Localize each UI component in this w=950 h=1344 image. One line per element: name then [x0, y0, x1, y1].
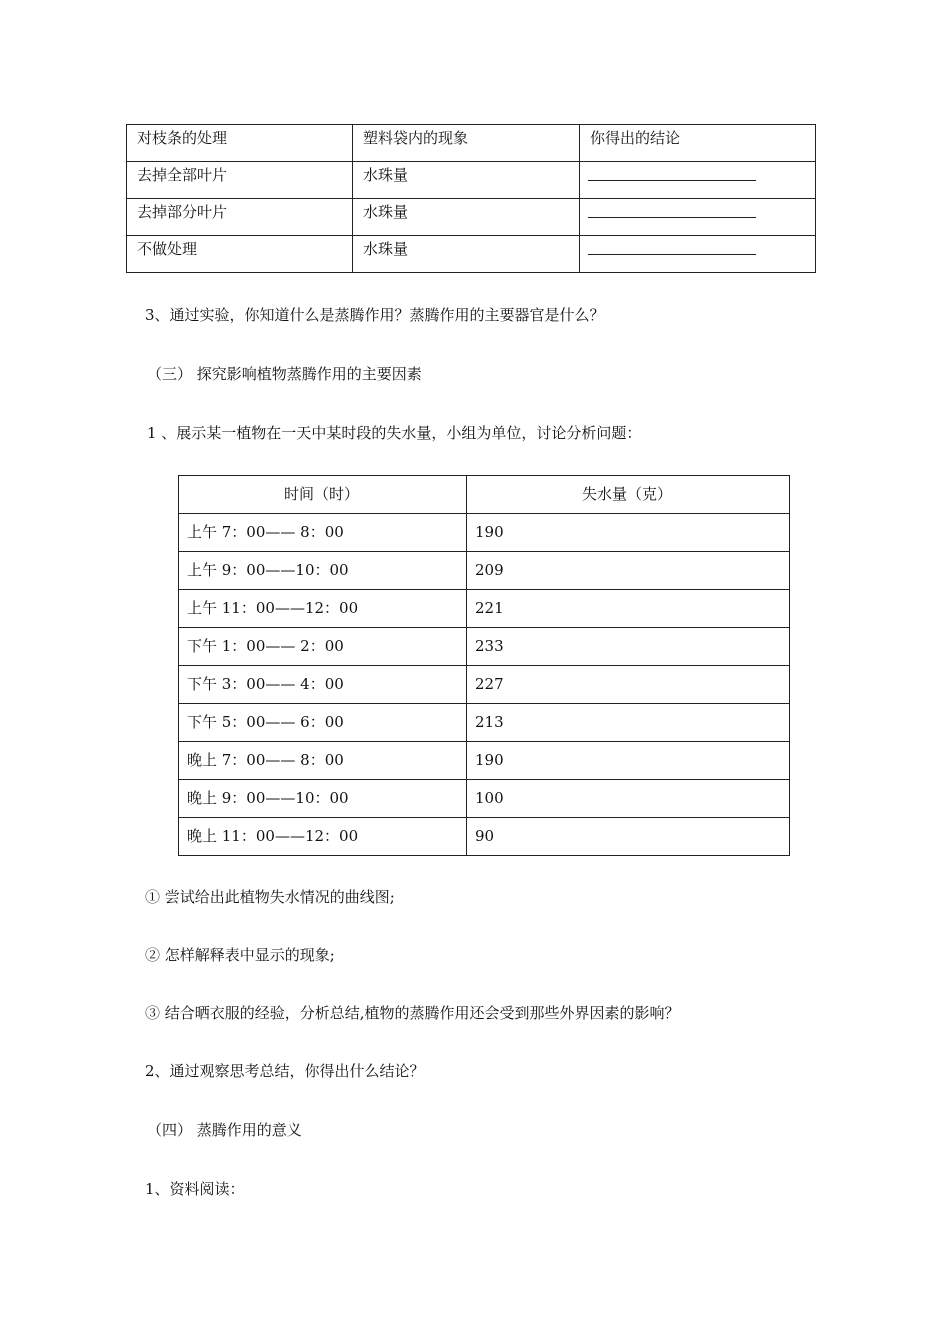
section-3-heading: （三） 探究影响植物蒸腾作用的主要因素 [147, 365, 422, 383]
loss-cell: 90 [467, 818, 790, 856]
table-row [179, 704, 790, 742]
table-row [179, 552, 790, 590]
table-row [127, 162, 816, 199]
sub-question-1: ① 尝试给出此植物失水情况的曲线图; [145, 888, 395, 906]
time-cell: 下午 3：00—— 4：00 [179, 666, 467, 704]
loss-cell: 190 [467, 514, 790, 552]
loss-cell: 190 [467, 742, 790, 780]
table-row [179, 590, 790, 628]
loss-cell: 221 [467, 590, 790, 628]
conclusion-blank[interactable] [580, 162, 816, 199]
loss-cell: 100 [467, 780, 790, 818]
table-row [179, 742, 790, 780]
time-cell: 下午 5：00—— 6：00 [179, 704, 467, 742]
loss-cell: 227 [467, 666, 790, 704]
loss-cell: 209 [467, 552, 790, 590]
treatment-cell: 去掉部分叶片 [127, 199, 353, 236]
table-row [179, 780, 790, 818]
header-water-loss: 失水量（克） [467, 476, 790, 514]
time-cell: 上午 9：00——10：00 [179, 552, 467, 590]
item-2: 2、通过观察思考总结，你得出什么结论？ [145, 1062, 425, 1080]
time-cell: 晚上 9：00——10：00 [179, 780, 467, 818]
phenomenon-cell: 水珠量 [353, 162, 580, 199]
table-row [127, 236, 816, 273]
header-conclusion: 你得出的结论 [580, 125, 816, 162]
header-phenomenon: 塑料袋内的现象 [353, 125, 580, 162]
conclusion-blank[interactable] [580, 199, 816, 236]
table-row [179, 666, 790, 704]
section-4-heading: （四） 蒸腾作用的意义 [147, 1121, 302, 1139]
question-3: 3、通过实验，你知道什么是蒸腾作用？蒸腾作用的主要器官是什么？ [145, 306, 605, 324]
time-cell: 晚上 11：00——12：00 [179, 818, 467, 856]
item-1b: 1、资料阅读： [145, 1180, 245, 1198]
header-time: 时间（时） [179, 476, 467, 514]
sub-question-2: ② 怎样解释表中显示的现象; [145, 946, 335, 964]
conclusion-blank[interactable] [580, 236, 816, 273]
time-cell: 上午 11：00——12：00 [179, 590, 467, 628]
time-cell: 晚上 7：00—— 8：00 [179, 742, 467, 780]
time-cell: 下午 1：00—— 2：00 [179, 628, 467, 666]
treatment-cell: 不做处理 [127, 236, 353, 273]
treatment-cell: 去掉全部叶片 [127, 162, 353, 199]
treatment-table [126, 124, 816, 273]
table-row [179, 818, 790, 856]
table-row [179, 514, 790, 552]
loss-cell: 213 [467, 704, 790, 742]
time-cell: 上午 7：00—— 8：00 [179, 514, 467, 552]
phenomenon-cell: 水珠量 [353, 236, 580, 273]
table-row [179, 628, 790, 666]
sub-question-3: ③ 结合晒衣服的经验，分析总结,植物的蒸腾作用还会受到那些外界因素的影响？ [145, 1004, 680, 1022]
table-row [127, 199, 816, 236]
phenomenon-cell: 水珠量 [353, 199, 580, 236]
header-treatment: 对枝条的处理 [127, 125, 353, 162]
water-loss-table [178, 475, 790, 856]
item-1: 1 、展示某一植物在一天中某时段的失水量，小组为单位，讨论分析问题： [147, 424, 642, 442]
loss-cell: 233 [467, 628, 790, 666]
